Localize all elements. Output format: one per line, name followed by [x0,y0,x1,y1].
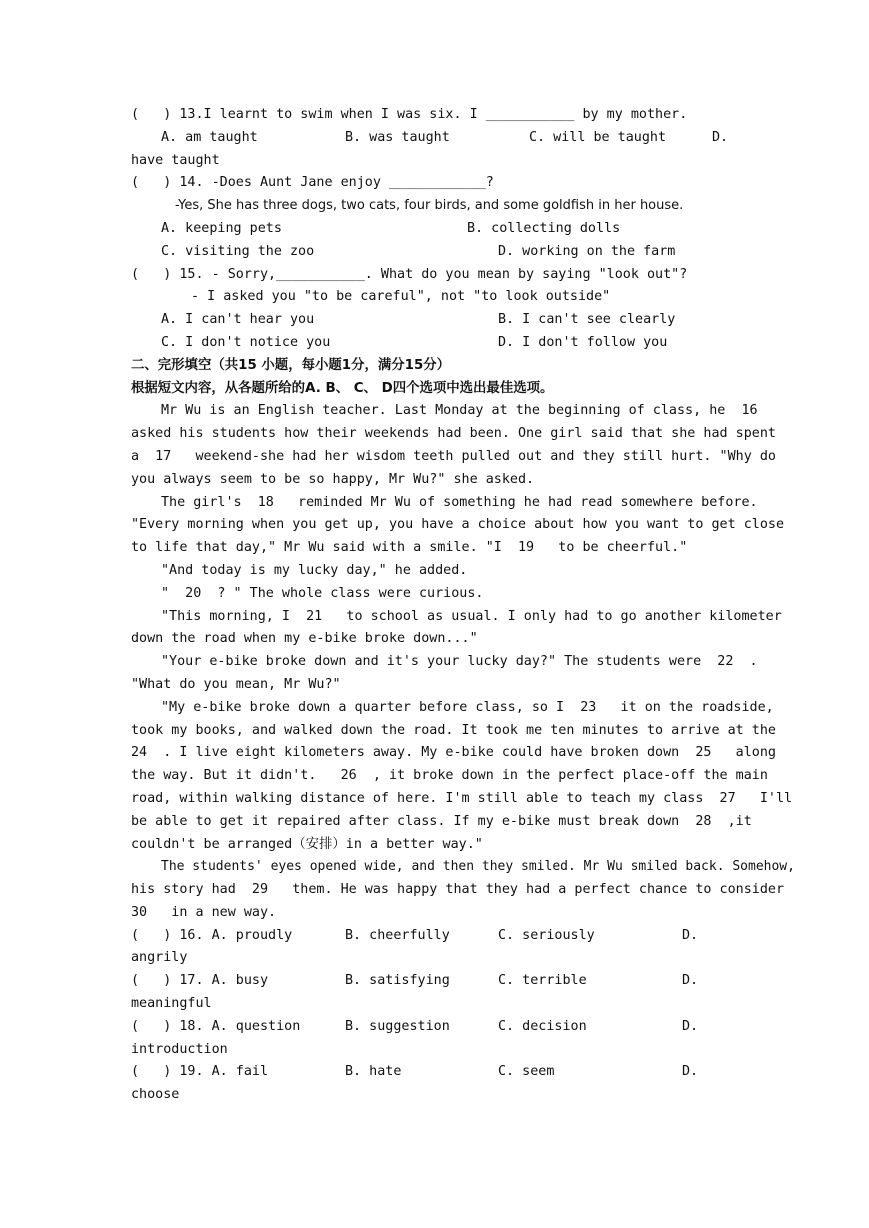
passage-line: "Every morning when you get up, you have a choice about how you want to get close [131,517,785,533]
option-a: A. am taught [161,129,258,145]
question-19 [131,1061,737,1084]
option-d: D. [712,129,729,145]
section-title: 二、完形填空（共15 小题，每小题1分，满分15分） [131,357,451,373]
passage-line: The girl's 18 reminded Mr Wu of something he had read somewhere before. [161,494,758,510]
question-13-options [131,127,737,150]
question-18 [131,1016,737,1039]
passage-line: to life that day," Mr Wu said with a smile. "I 19 to be cheerful." [131,540,688,556]
question-15-options-row2 [131,332,737,355]
question-17-stem: ( ) 17. A. busy [131,973,269,989]
passage-line: took my books, and walked down the road. It took me ten minutes to arrive at the [131,722,776,738]
option-b: B. satisfying [345,973,450,989]
option-d: D. working on the farm [498,243,676,259]
option-b: B. was taught [345,129,450,145]
passage-line: " 20 ? " The whole class were curious. [161,585,484,601]
question-14-reply: -Yes, She has three dogs, two cats, four birds, and some goldfish in her house. [175,198,684,214]
option-d-wrap: meaningful [131,996,212,1012]
option-c: C. decision [498,1018,587,1034]
section-instruction: 根据短文内容，从各题所给的A. B、 C、 D四个选项中选出最佳选项。 [131,380,554,396]
option-d-wrap: choose [131,1087,180,1103]
passage-line: Mr Wu is an English teacher. Last Monday at the beginning of class, he 16 [161,403,766,419]
passage-line: asked his students how their weekends had been. One girl said that she had spent [131,426,776,442]
question-14-options-row1 [131,218,737,241]
option-b: B. suggestion [345,1018,450,1034]
option-a: A. I can't hear you [161,312,315,328]
option-d: D. [682,1018,699,1034]
passage-line: 24 . I live eight kilometers away. My e-bike could have broken down 25 along [131,745,776,761]
option-d: D. [682,1064,699,1080]
question-15-options-row1 [131,309,737,332]
option-a: A. keeping pets [161,220,282,236]
passage-line: his story had 29 them. He was happy that they had a perfect chance to consider [131,882,785,898]
option-d-wrap: have taught [131,152,220,168]
question-19-stem: ( ) 19. A. fail [131,1064,269,1080]
option-b: B. I can't see clearly [498,312,676,328]
option-c: C. visiting the zoo [161,243,315,259]
passage-line: "My e-bike broke down a quarter before class, so I 23 it on the roadside, [161,699,774,715]
passage-line: "Your e-bike broke down and it's your lucky day?" The students were 22 . [161,654,758,670]
passage-line: couldn't be arranged（安排）in a better way." [131,836,483,852]
option-b: B. cheerfully [345,927,450,943]
passage-line: be able to get it repaired after class. If my e-bike must break down 28 ,it [131,813,752,829]
option-d-wrap: introduction [131,1041,228,1057]
passage-line: "And today is my lucky day," he added. [161,562,468,578]
passage-line: down the road when my e-bike broke down..." [131,631,478,647]
question-14-stem: ( ) 14. -Does Aunt Jane enjoy ____________? [131,175,494,191]
option-c: C. terrible [498,973,587,989]
option-b: B. hate [345,1064,402,1080]
option-c: C. seem [498,1064,555,1080]
exam-page [131,104,795,1107]
question-14-options-row2 [131,241,737,264]
option-b: B. collecting dolls [467,220,621,236]
question-18-stem: ( ) 18. A. question [131,1018,301,1034]
option-c: C. will be taught [529,129,667,145]
question-15-reply: - I asked you "to be careful", not "to look outside" [191,289,611,305]
option-d: D. [682,973,699,989]
passage-line: a 17 weekend-she had her wisdom teeth pulled out and they still hurt. "Why do [131,448,776,464]
question-17 [131,970,737,993]
passage-line: the way. But it didn't. 26 , it broke down in the perfect place-off the main [131,768,768,784]
passage-line: "This morning, I 21 to school as usual. I only had to go another kilometer [161,608,782,624]
option-d: D. [682,927,699,943]
option-d-wrap: angrily [131,950,188,966]
question-16 [131,925,737,948]
option-d: D. I don't follow you [498,334,668,350]
passage-line: The students' eyes opened wide, and then they smiled. Mr Wu smiled back. Somehow, [161,859,795,875]
passage-line: "What do you mean, Mr Wu?" [131,676,341,692]
option-c: C. I don't notice you [161,334,331,350]
question-16-stem: ( ) 16. A. proudly [131,927,293,943]
option-c: C. seriously [498,927,595,943]
passage-line: road, within walking distance of here. I'm still able to teach my class 27 I'll [131,790,793,806]
passage-line: you always seem to be so happy, Mr Wu?" she asked. [131,471,535,487]
question-13-stem: ( ) 13.I learnt to swim when I was six. I ___________ by my mother. [131,107,688,122]
passage-line: 30 in a new way. [131,904,277,920]
question-15-stem: ( ) 15. - Sorry,___________. What do you mean by saying "look out"? [131,266,688,282]
